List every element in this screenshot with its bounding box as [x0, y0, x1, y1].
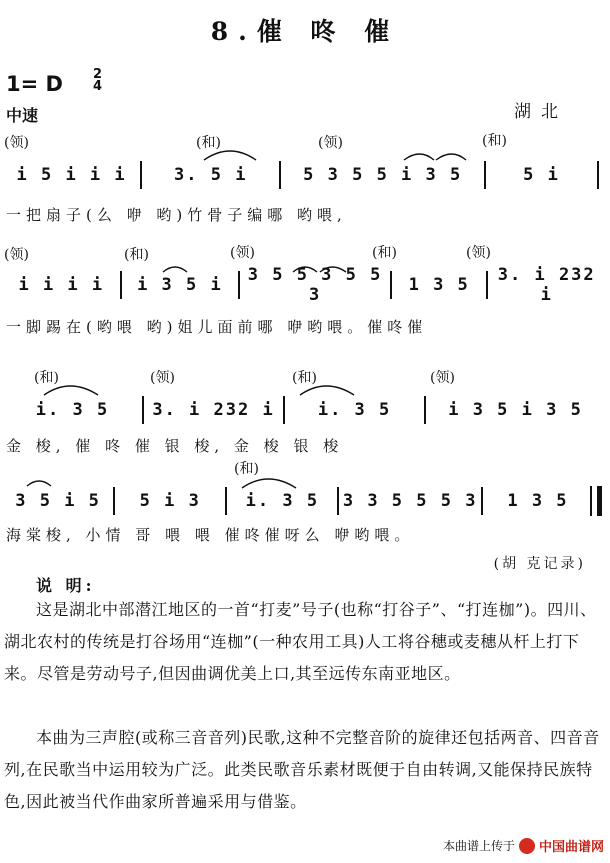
site-logo-text: 中国曲谱网 [538, 840, 604, 855]
description-paragraph-1: 这是湖北中部潜江地区的一首“打麦”号子(也称“打谷子”、“打连枷”)。四川、湖北农村的传统是打谷场用“连枷”(一种农用工具)人工将谷穗或麦穗从杆上打下来。尽管是劳动号子,但因曲调优美上口,其至远传东南亚地区。 [4, 600, 597, 683]
lyrics-line: 一把扇子(么 咿 哟)竹骨子编哪 哟喂, [6, 206, 347, 224]
measure: 5 i 3 [139, 491, 201, 511]
measure: 3 5 i 5 [15, 491, 101, 511]
bar-line [279, 161, 281, 189]
measure: 3. i 232 i [497, 265, 596, 305]
bar-line [481, 487, 483, 515]
lyrics-line: 海棠梭, 小情 哥 喂 喂 催咚催呀么 咿哟喂。 [6, 526, 415, 544]
bar-line [225, 487, 227, 515]
time-signature-top: 2 [93, 67, 103, 82]
part-marker: (领) [230, 245, 255, 261]
part-marker: (领) [4, 135, 29, 151]
measure: i i i i [18, 275, 105, 295]
description-paragraph-2: 本曲为三声腔(或称三音音列)民歌,这种不完整音阶的旋律还包括两音、四音音列,在民歌当中运用较为广泛。此类民歌音乐素材既便于自由转调,又能保持民族特色,因此被当代作曲家所普遍采用与借鉴。 [4, 728, 600, 811]
time-signature-bottom: 4 [93, 79, 103, 94]
transcriber-credit: (胡 克记录) [493, 556, 586, 572]
bar-line [113, 487, 115, 515]
part-marker: (领) [430, 370, 455, 386]
bar-line [283, 396, 285, 424]
score-system-2 [0, 240, 610, 360]
bar-line [424, 396, 426, 424]
part-marker: (领) [318, 135, 343, 151]
measure: i. 3 5 [317, 400, 392, 420]
part-marker: (领) [150, 370, 175, 386]
lyrics-line: 金 梭, 催 咚 催 银 梭, 金 梭 银 梭 [6, 437, 344, 455]
part-marker: (和) [482, 133, 507, 149]
part-marker: (和) [292, 370, 317, 386]
bar-line [120, 271, 122, 299]
notation-line [6, 486, 602, 516]
measure: 1 3 5 [408, 275, 470, 295]
measure: i. 3 5 [35, 400, 110, 420]
region-label: 湖北 [514, 102, 568, 122]
song-title: 8.催 咚 催 [210, 17, 400, 46]
notes-heading: 说 明: [36, 576, 96, 595]
footer-watermark [443, 836, 604, 855]
measure: 5 3 5 5 i 3 5 [303, 165, 463, 185]
time-signature [93, 69, 102, 93]
bar-line [484, 161, 486, 189]
notation-line [6, 265, 602, 305]
part-marker: (和) [124, 247, 149, 263]
bar-line [390, 271, 392, 299]
measure: 3. i 232 i [152, 400, 275, 420]
bar-line [140, 161, 142, 189]
measure: i 3 5 i [137, 275, 223, 295]
part-marker: (领) [4, 247, 29, 263]
score-system-1 [0, 130, 610, 250]
tempo-marking: 中速 [6, 106, 39, 125]
site-logo-icon [519, 838, 535, 854]
final-bar-line [590, 486, 602, 516]
notation-line [6, 395, 602, 425]
measure: i 5 i i i [16, 165, 127, 185]
notation-line [6, 160, 602, 190]
part-marker: (和) [234, 461, 259, 477]
part-marker: (和) [372, 245, 397, 261]
measure: 3 3 5 5 5 3 [342, 491, 478, 511]
key-signature: 1= D [6, 72, 63, 96]
bar-line [337, 487, 339, 515]
measure: 3 5 5 3 5 5 3 [247, 265, 383, 305]
measure: 5 i [523, 165, 560, 185]
measure: 3. 5 i [174, 165, 248, 185]
measure: 1 3 5 [507, 491, 569, 511]
lyrics-line: 一脚踢在(哟喂 哟)姐儿面前哪 咿哟喂。催咚催 [6, 318, 428, 336]
part-marker: (和) [34, 370, 59, 386]
part-marker: (领) [466, 245, 491, 261]
measure: i 3 5 i 3 5 [448, 400, 583, 420]
bar-line [486, 271, 488, 299]
part-marker: (和) [196, 135, 221, 151]
bar-line [238, 271, 240, 299]
footer-text: 本曲谱上传于 [442, 839, 515, 853]
measure: i. 3 5 [245, 491, 320, 511]
bar-line [142, 396, 144, 424]
bar-line [597, 161, 599, 189]
